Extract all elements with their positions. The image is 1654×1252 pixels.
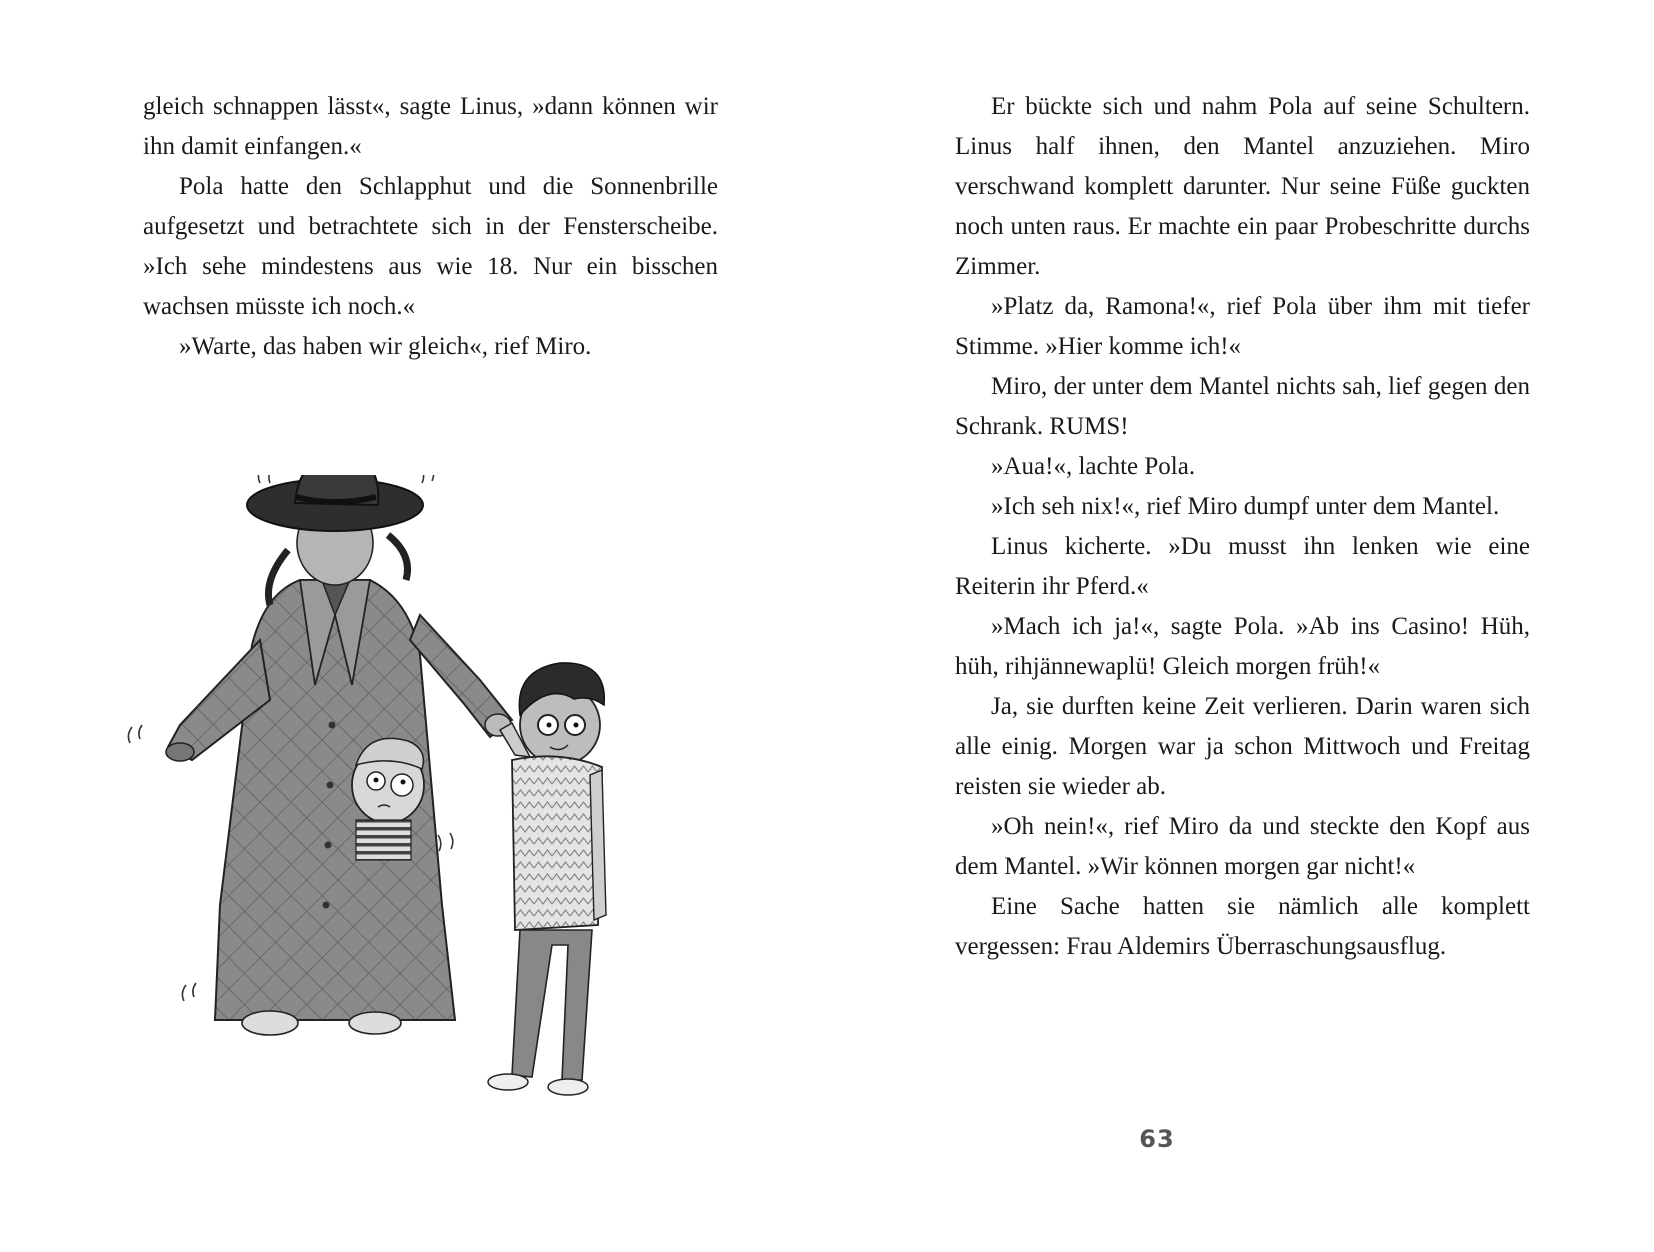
paragraph: Eine Sache hatten sie nämlich alle komplett vergessen: Frau Aldemirs Überraschungsausflug. <box>955 893 1530 960</box>
paragraph: Miro, der unter dem Mantel nichts sah, lief gegen den Schrank. RUMS! <box>955 373 1530 440</box>
paragraph: Pola hatte den Schlapphut und die Sonnenbrille aufgesetzt und betrachtete sich in der Fensterscheibe. »Ich sehe mindestens aus wie 18. Nur ein bisschen wachsen müsste ich noch.« <box>143 173 718 320</box>
left-page-text <box>143 87 718 367</box>
illustration-kids-in-coat <box>120 475 680 1165</box>
right-page-text <box>955 87 1530 967</box>
paragraph: Er bückte sich und nahm Pola auf seine Schultern. Linus half ihnen, den Mantel anzuziehen. Miro verschwand komplett darunter. Nur seine Füße guckten noch unten raus. Er machte ein paar Probeschritte durchs Zimmer. <box>955 93 1530 280</box>
paragraph: »Oh nein!«, rief Miro da und steckte den Kopf aus dem Mantel. »Wir können morgen gar nicht!« <box>955 813 1530 880</box>
paragraph: »Ich seh nix!«, rief Miro dumpf unter dem Mantel. <box>991 493 1500 520</box>
page-number: 63 <box>1139 1125 1175 1153</box>
paragraph: Ja, sie durften keine Zeit verlieren. Darin waren sich alle einig. Morgen war ja schon Mittwoch und Freitag reisten sie wieder ab. <box>955 693 1530 800</box>
paragraph: Linus kicherte. »Du musst ihn lenken wie eine Reiterin ihr Pferd.« <box>955 533 1530 600</box>
paragraph: »Aua!«, lachte Pola. <box>991 453 1196 480</box>
paragraph: gleich schnappen lässt«, sagte Linus, »dann können wir ihn damit einfangen.« <box>143 93 718 160</box>
right-page <box>827 0 1654 1252</box>
paragraph: »Platz da, Ramona!«, rief Pola über ihm mit tiefer Stimme. »Hier komme ich!« <box>955 293 1530 360</box>
paragraph: »Warte, das haben wir gleich«, rief Miro. <box>179 333 592 360</box>
paragraph: »Mach ich ja!«, sagte Pola. »Ab ins Casino! Hüh, hüh, rihjännewaplü! Gleich morgen früh!« <box>955 613 1530 680</box>
